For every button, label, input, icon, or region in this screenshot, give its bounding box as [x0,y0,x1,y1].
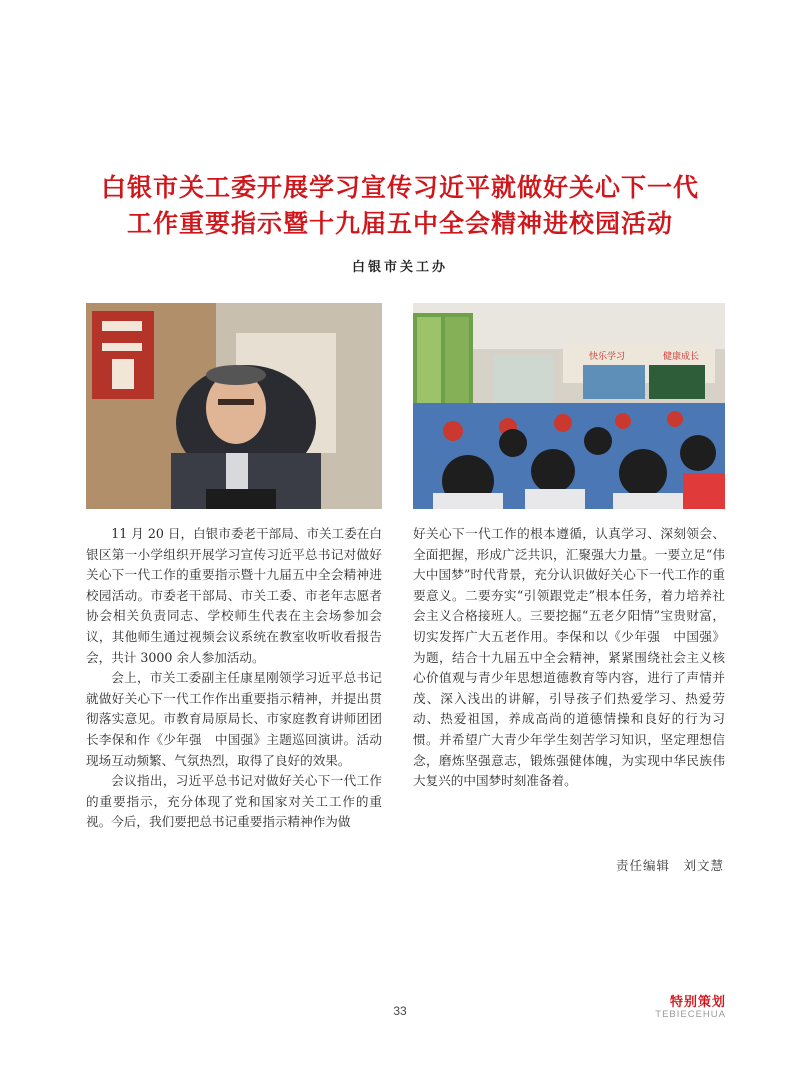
svg-text:健康成长: 健康成长 [663,352,700,362]
paragraph: 11 月 20 日，白银市委老干部局、市关工委在白银区第一小学组织开展学习宣传习近平总书记对做好关心下一代工作的重要指示暨十九届五中全会精神进校园活动。市委老干部局、市关工委、市老年志愿者协会相关负责同志、学校师生代表在主会场参加会议，其他师生通过视频会议系统在教室收听收看报告会，共计 3000 余人参加活动。 [86,526,382,665]
section-label-pinyin: TEBIECEHUA [655,1009,726,1020]
speaker-photo [86,303,382,509]
paragraph-continued: 好关心下一代工作的根本遵循，认真学习、深刻领会、全面把握，形成广泛共识，汇聚强大力量。一要立足“伟大中国梦”时代背景，充分认识做好关心下一代工作的重要意义。二要夯实“引领跟党走”根本任务，着力培养社会主义合格接班人。三要挖掘“五老夕阳情”宝贵财富，切实发挥广大五老作用。李保和以《少年强 中国强》为题，结合十九届五中全会精神，紧紧围绕社会主义核心价值观与青少年思想道德教育等内容，进行了声情并茂、深入浅出的讲解，引导孩子们热爱学习、热爱劳动、热爱祖国，养成高尚的道德情操和良好的行为习惯。并希望广大青少年学生刻苦学习知识，坚定理想信念，磨炼坚强意志，锻炼强健体魄，为实现中华民族伟大复兴的中国梦时刻准备着。 [413,526,725,789]
responsible-editor: 责任编辑 刘文慧 [615,858,724,873]
classroom-photo [413,303,725,509]
paragraph: 会上，市关工委副主任康星刚领学习近平总书记就做好关心下一代工作作出重要指示精神，并提出贯彻落实意见。市教育局原局长、市家庭教育讲师团团长李保和作《少年强 中国强》主题巡回演讲。活动现场互动频繁、气氛热烈，取得了良好的效果。 [86,670,382,768]
article-author: 白银市关工办 [351,260,448,275]
article-title-line-1: 白银市关工委开展学习宣传习近平就做好关心下一代 [100,173,699,202]
page-number: 33 [393,1004,407,1018]
svg-text:快乐学习: 快乐学习 [589,352,626,362]
article-title-line-2: 工作重要指示暨十九届五中全会精神进校园活动 [126,209,673,238]
body-column-right [413,524,725,792]
body-column-left [86,524,382,833]
paragraph: 会议指出，习近平总书记对做好关心下一代工作的重要指示，充分体现了党和国家对关工工作的重视。今后，我们要把总书记重要指示精神作为做 [86,773,382,830]
article-title [40,170,760,242]
section-label: 特别策划 [669,995,726,1010]
